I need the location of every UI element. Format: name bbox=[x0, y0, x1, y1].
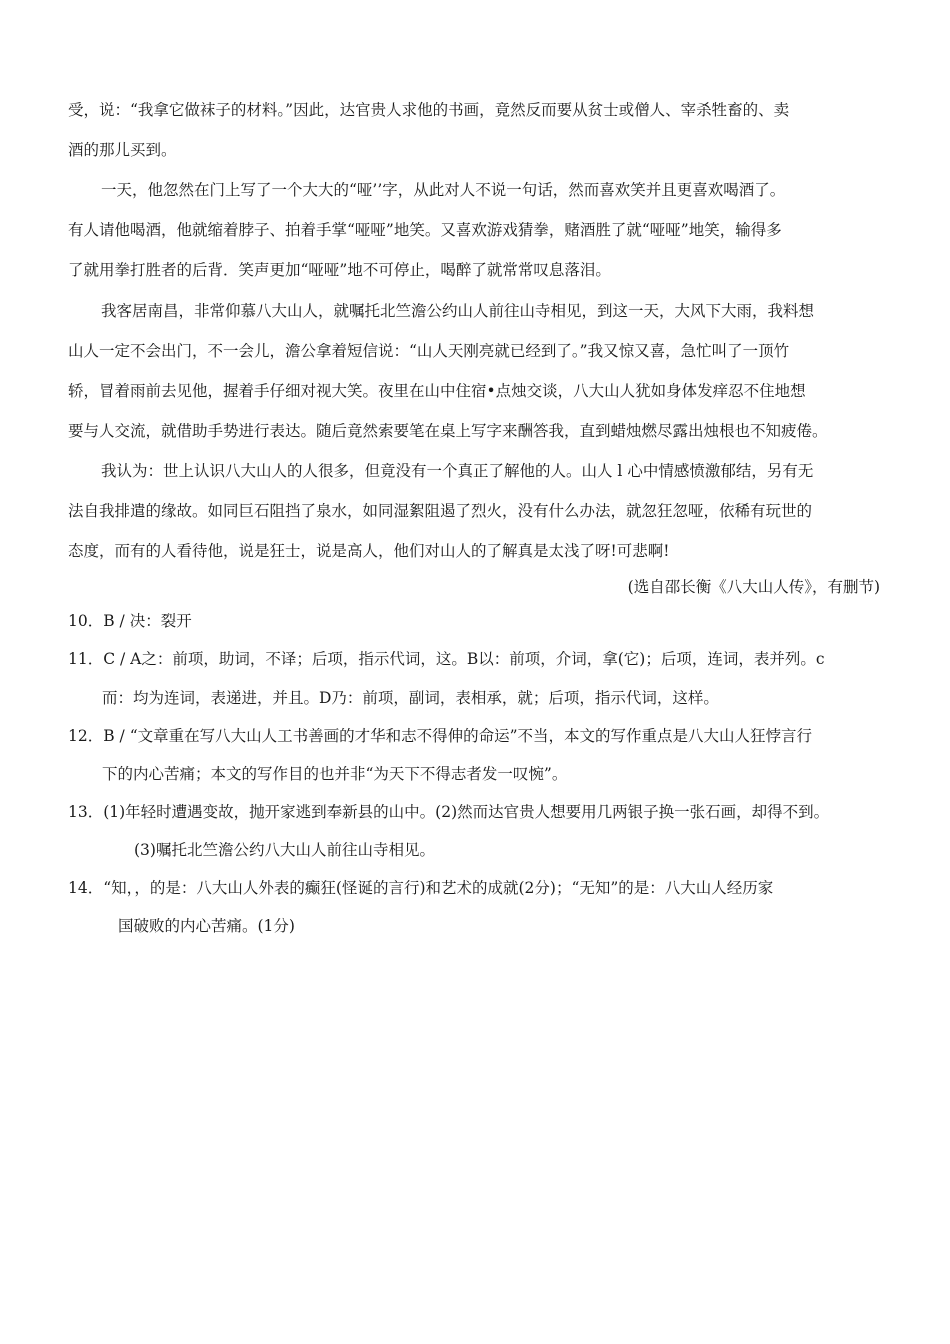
text-line: 受，说：“我拿它做袜子的材料。”因此，达官贵人求他的书画，竟然反而要从贫士或僧人、宰杀牲畜的、卖 bbox=[68, 101, 790, 119]
text-line: 酒的那儿买到。 bbox=[68, 141, 177, 159]
answer-12: 12．B / “文章重在写八大山人工书善画的才华和志不得伸的命运”不当，本文的写作重点是八大山人狂悖言行 bbox=[68, 727, 813, 745]
text-line: 了就用拳打胜者的后背．笑声更加“哑哑”地不可停止，喝醉了就常常叹息落泪。 bbox=[68, 261, 611, 279]
source-citation: (选自邵长衡《八大山人传》，有删节) bbox=[627, 578, 880, 596]
answer-13-continued: (3)嘱托北竺澹公约八大山人前往山寺相见。 bbox=[134, 841, 435, 859]
text-line: 山人一定不会出门，不一会儿，澹公拿着短信说：“山人天刚亮就已经到了。”我又惊又喜，急忙叫了一顶竹 bbox=[68, 342, 790, 360]
text-line: 有人请他喝酒，他就缩着脖子、拍着手掌“哑哑”地笑。又喜欢游戏猜拳，赌酒胜了就“哑哑”地笑，输得多 bbox=[68, 221, 782, 239]
answer-14-continued: 国破败的内心苦痛。(1分) bbox=[118, 917, 295, 935]
answer-11: 11．C / A之：前项，助词，不译；后项，指示代词，这。B以：前项，介词，拿(它)；后项，连词，表并列。c bbox=[68, 650, 825, 668]
text-line: 一天，他忽然在门上写了一个大大的“哑’’字，从此对人不说一句话，然而喜欢笑并且更喜欢喝酒了。 bbox=[101, 181, 786, 199]
text-line: 我认为：世上认识八大山人的人很多，但竟没有一个真正了解他的人。山人 l 心中情感愤激郁结，另有无 bbox=[101, 462, 814, 480]
text-line: 要与人交流，就借助手势进行表达。随后竟然索要笔在桌上写字来酬答我，直到蜡烛燃尽露出烛根也不知疲倦。 bbox=[68, 422, 828, 440]
answer-10: 10．B / 决：裂开 bbox=[68, 612, 192, 630]
text-line: 态度，而有的人看待他，说是狂士，说是高人，他们对山人的了解真是太浅了呀!可悲啊! bbox=[68, 542, 670, 560]
text-line: 法自我排遣的缘故。如同巨石阻挡了泉水，如同湿絮阻遏了烈火，没有什么办法，就忽狂忽哑，依稀有玩世的 bbox=[68, 502, 813, 520]
answer-12-continued: 下的内心苦痛；本文的写作目的也并非“为天下不得志者发一叹惋”。 bbox=[102, 765, 568, 783]
answer-11-continued: 而：均为连词，表递进，并且。D乃：前项，副词，表相承，就；后项，指示代词，这样。 bbox=[102, 689, 719, 707]
text-line: 轿，冒着雨前去见他，握着手仔细对视大笑。夜里在山中住宿•点烛交谈，八大山人犹如身体发痒忍不住地想 bbox=[68, 382, 806, 400]
answer-14: 14．“知，，的是：八大山人外表的癫狂(怪诞的言行)和艺术的成就(2分)；“无知”的是：八大山人经历家 bbox=[68, 879, 774, 897]
text-line: 我客居南昌，非常仰慕八大山人，就嘱托北竺澹公约山人前往山寺相见，到这一天，大风下大雨，我料想 bbox=[101, 302, 815, 320]
answer-13: 13．(1)年轻时遭遇变故，抛开家逃到奉新县的山中。(2)然而达官贵人想要用几两银子换一张石画，却得不到。 bbox=[68, 803, 830, 821]
